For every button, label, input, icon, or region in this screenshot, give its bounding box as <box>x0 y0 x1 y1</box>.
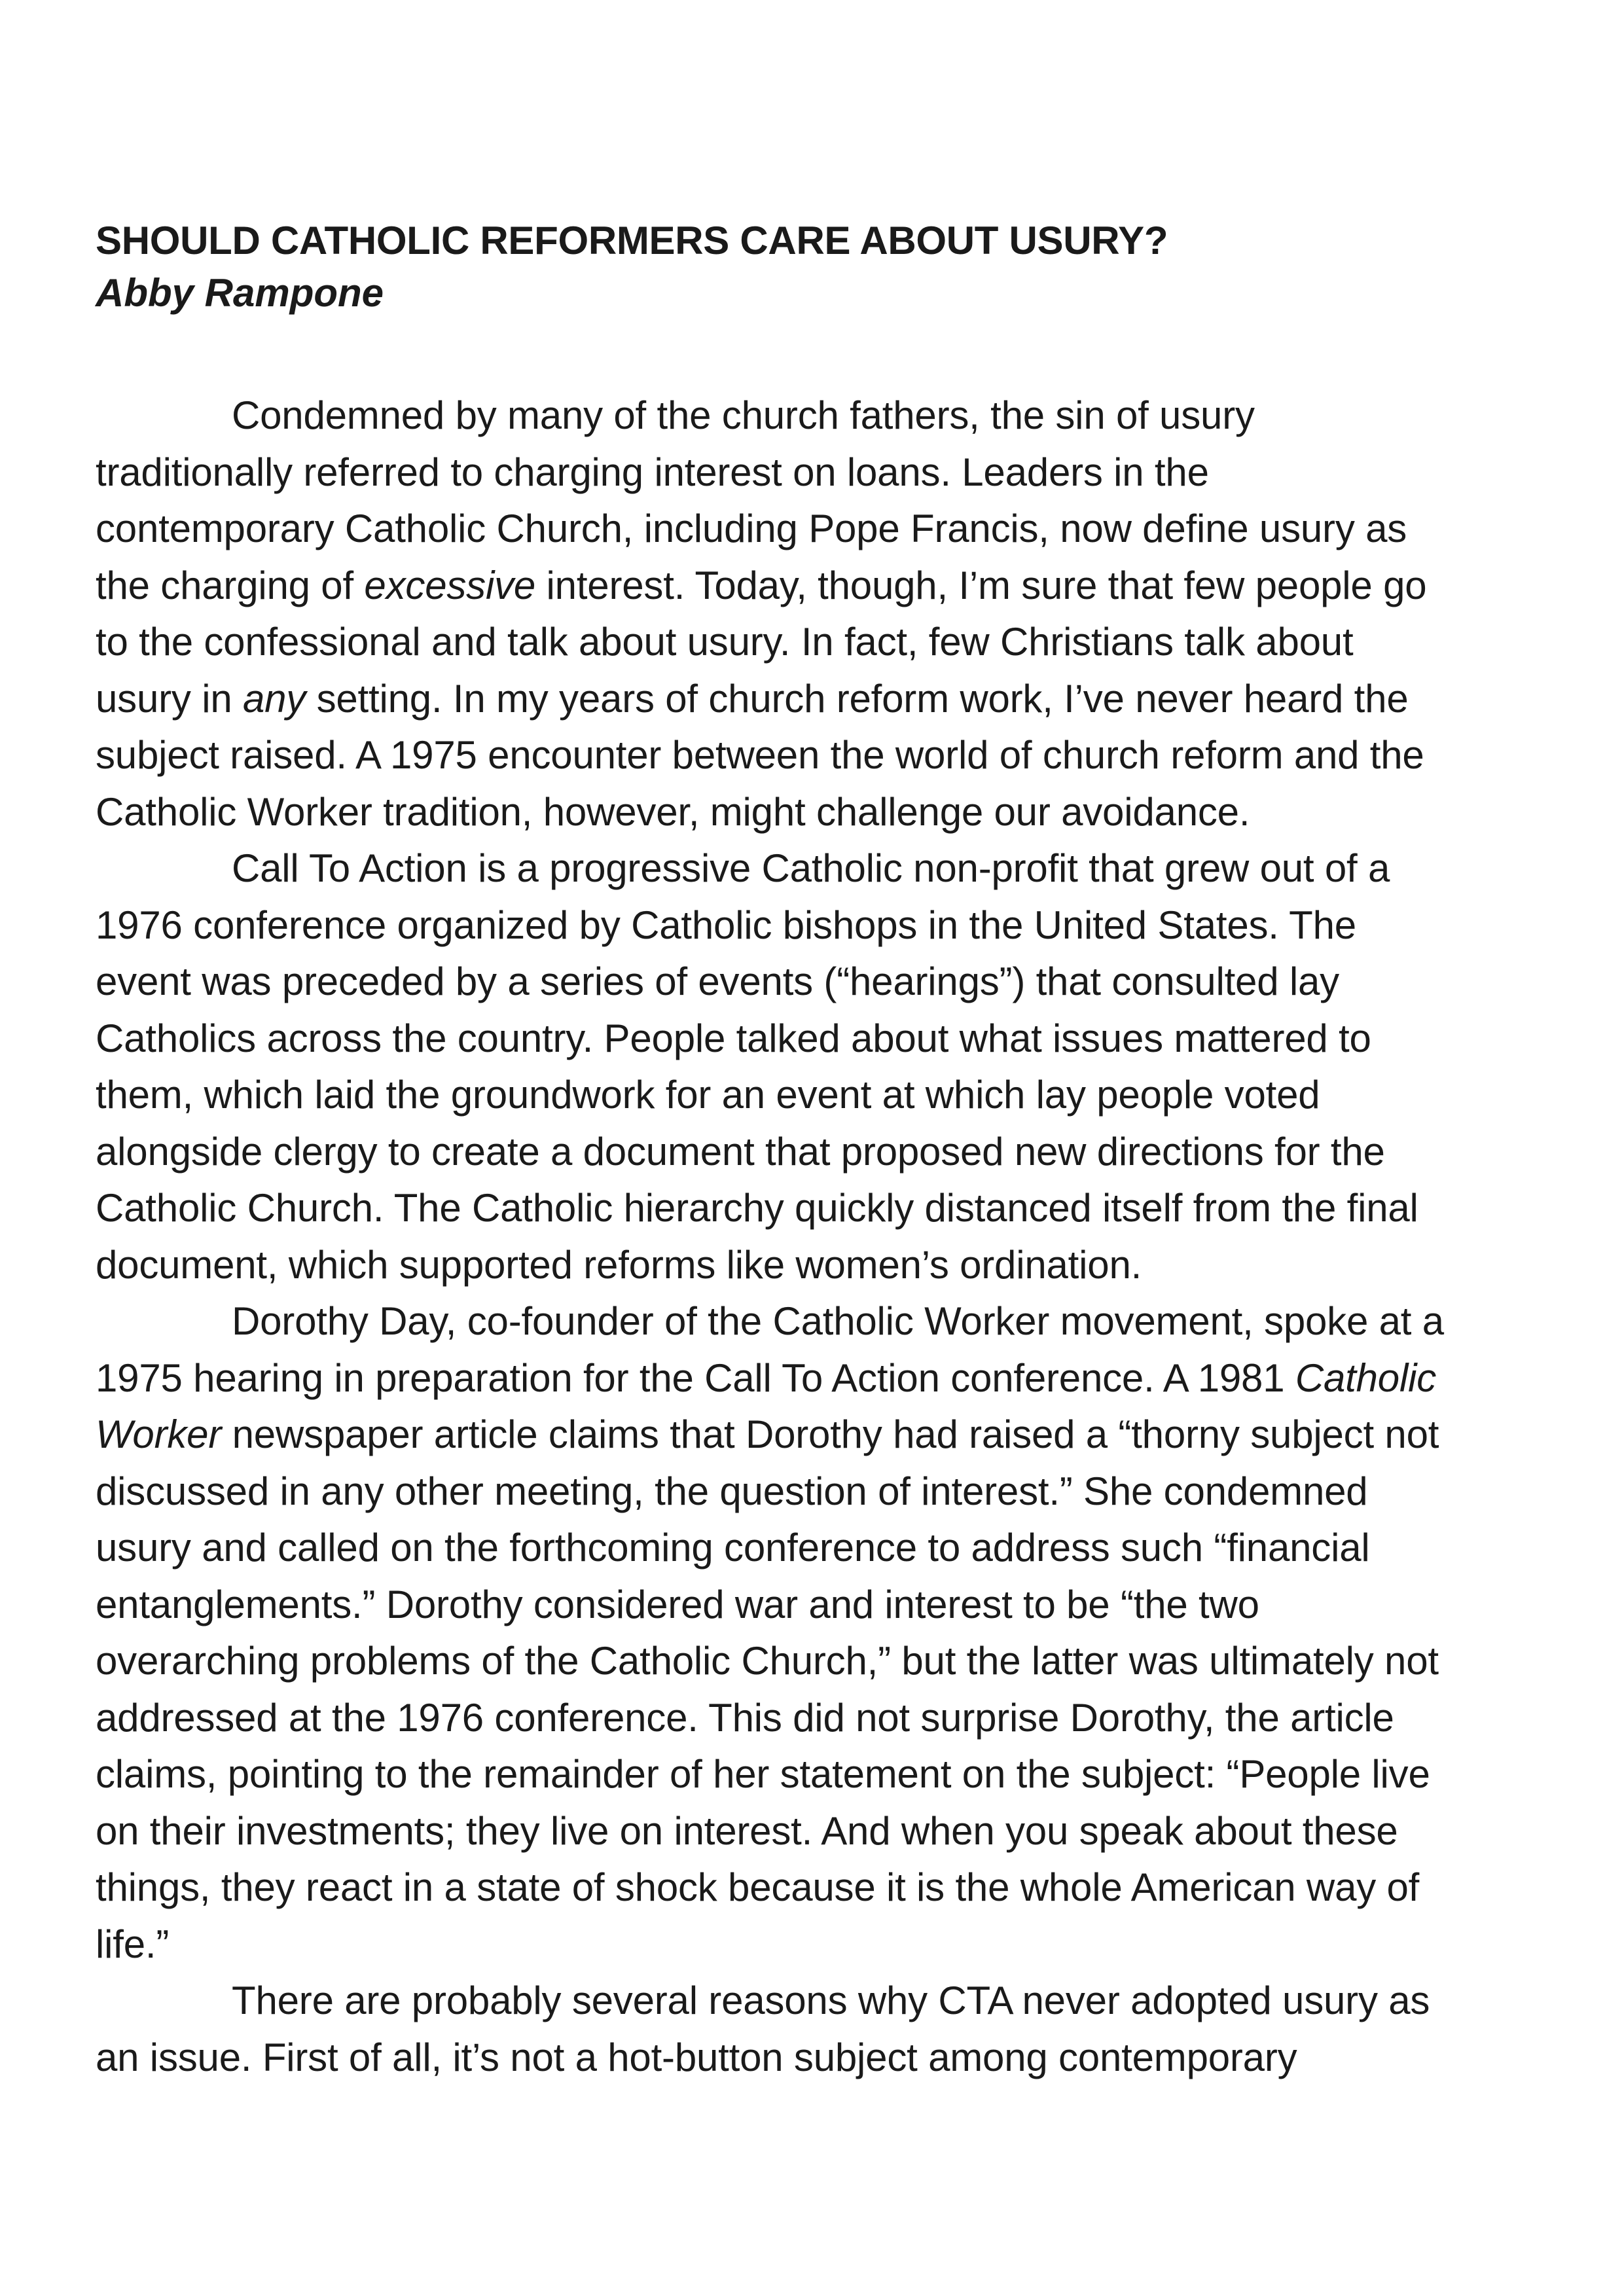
text-line <box>96 1803 1523 1860</box>
text-segment: Catholic Church. The Catholic hierarchy quickly distanced itself from the final <box>96 1186 1418 1230</box>
text-line <box>96 1520 1523 1577</box>
text-line <box>96 1011 1523 1067</box>
text-segment: alongside clergy to create a document that proposed new directions for the <box>96 1129 1385 1174</box>
text-segment: usury and called on the forthcoming conference to address such “financial <box>96 1526 1370 1570</box>
text-segment: interest. Today, though, I’m sure that few people go <box>535 563 1427 607</box>
text-segment: addressed at the 1976 conference. This did not surprise Dorothy, the article <box>96 1695 1394 1740</box>
text-segment: things, they react in a state of shock because it is the whole American way of <box>96 1865 1420 1909</box>
text-line <box>96 1293 1523 1350</box>
text-line <box>96 1237 1523 1294</box>
text-segment: entanglements.” Dorothy considered war and interest to be “the two <box>96 1582 1259 1626</box>
text-segment: them, which laid the groundwork for an event at which lay people voted <box>96 1073 1320 1117</box>
text-segment: 1976 conference organized by Catholic bishops in the United States. The <box>96 903 1356 947</box>
text-segment: document, which supported reforms like women’s ordination. <box>96 1242 1142 1287</box>
text-line <box>96 444 1523 501</box>
text-line <box>96 2030 1523 2087</box>
article <box>96 215 1523 2086</box>
text-segment: There are probably several reasons why CTA never adopted usury as <box>232 1979 1430 2022</box>
text-segment: Condemned by many of the church fathers, the sin of usury <box>232 393 1255 437</box>
italic-text: any <box>242 676 306 721</box>
text-line <box>96 501 1523 558</box>
text-segment: setting. In my years of church reform work, I’ve never heard the <box>306 676 1409 721</box>
text-line <box>96 1180 1523 1237</box>
text-line <box>96 1407 1523 1463</box>
paragraph <box>96 1293 1523 1973</box>
text-line <box>96 1746 1523 1803</box>
text-segment: to the confessional and talk about usury. In fact, few Christians talk about <box>96 620 1354 664</box>
text-segment: Catholics across the country. People talked about what issues mattered to <box>96 1016 1371 1060</box>
text-line <box>96 897 1523 954</box>
text-line <box>96 1973 1523 2030</box>
text-line <box>96 840 1523 897</box>
text-line <box>96 1859 1523 1916</box>
text-segment: Call To Action is a progressive Catholic non-profit that grew out of a <box>232 846 1390 890</box>
text-line <box>96 1690 1523 1747</box>
text-segment: life.” <box>96 1922 170 1966</box>
paragraph <box>96 387 1523 840</box>
text-segment: overarching problems of the Catholic Church,” but the latter was ultimately not <box>96 1639 1439 1683</box>
text-line <box>96 1124 1523 1181</box>
text-segment: usury in <box>96 676 243 721</box>
text-segment: discussed in any other meeting, the question of interest.” She condemned <box>96 1469 1368 1513</box>
text-segment: subject raised. A 1975 encounter between the world of church reform and the <box>96 733 1424 777</box>
text-line <box>96 614 1523 671</box>
text-segment: the charging of <box>96 563 365 607</box>
text-segment: Dorothy Day, co-founder of the Catholic Worker movement, spoke at a <box>232 1299 1444 1343</box>
text-line <box>96 1350 1523 1407</box>
text-segment: contemporary Catholic Church, including Pope Francis, now define usury as <box>96 507 1407 550</box>
text-line <box>96 387 1523 444</box>
text-line <box>96 954 1523 1011</box>
text-segment: newspaper article claims that Dorothy had raised a “thorny subject not <box>221 1412 1439 1456</box>
text-line <box>96 558 1523 615</box>
text-line <box>96 1916 1523 1973</box>
text-segment: on their investments; they live on interest. And when you speak about these <box>96 1808 1398 1853</box>
text-line <box>96 1067 1523 1124</box>
article-title: SHOULD CATHOLIC REFORMERS CARE ABOUT USURY? <box>96 219 1168 262</box>
text-line <box>96 671 1523 728</box>
italic-text: Worker <box>96 1412 222 1456</box>
text-line <box>96 1577 1523 1634</box>
article-body <box>96 387 1523 2086</box>
italic-text: excessive <box>364 563 536 607</box>
text-line <box>96 784 1523 841</box>
paragraph <box>96 1973 1523 2086</box>
text-segment: 1975 hearing in preparation for the Call To Action conference. A 1981 <box>96 1355 1295 1400</box>
text-line <box>96 727 1523 784</box>
text-line <box>96 1633 1523 1690</box>
text-segment: Catholic Worker tradition, however, might challenge our avoidance. <box>96 789 1250 834</box>
text-segment: an issue. First of all, it’s not a hot-button subject among contemporary <box>96 2035 1297 2079</box>
text-segment: traditionally referred to charging interest on loans. Leaders in the <box>96 450 1209 494</box>
text-segment: event was preceded by a series of events (“hearings”) that consulted lay <box>96 960 1339 1003</box>
text-line <box>96 1463 1523 1520</box>
paragraph <box>96 840 1523 1293</box>
article-author: Abby Rampone <box>96 271 384 315</box>
text-segment: claims, pointing to the remainder of her statement on the subject: “People live <box>96 1752 1430 1796</box>
italic-text: Catholic <box>1295 1355 1437 1400</box>
